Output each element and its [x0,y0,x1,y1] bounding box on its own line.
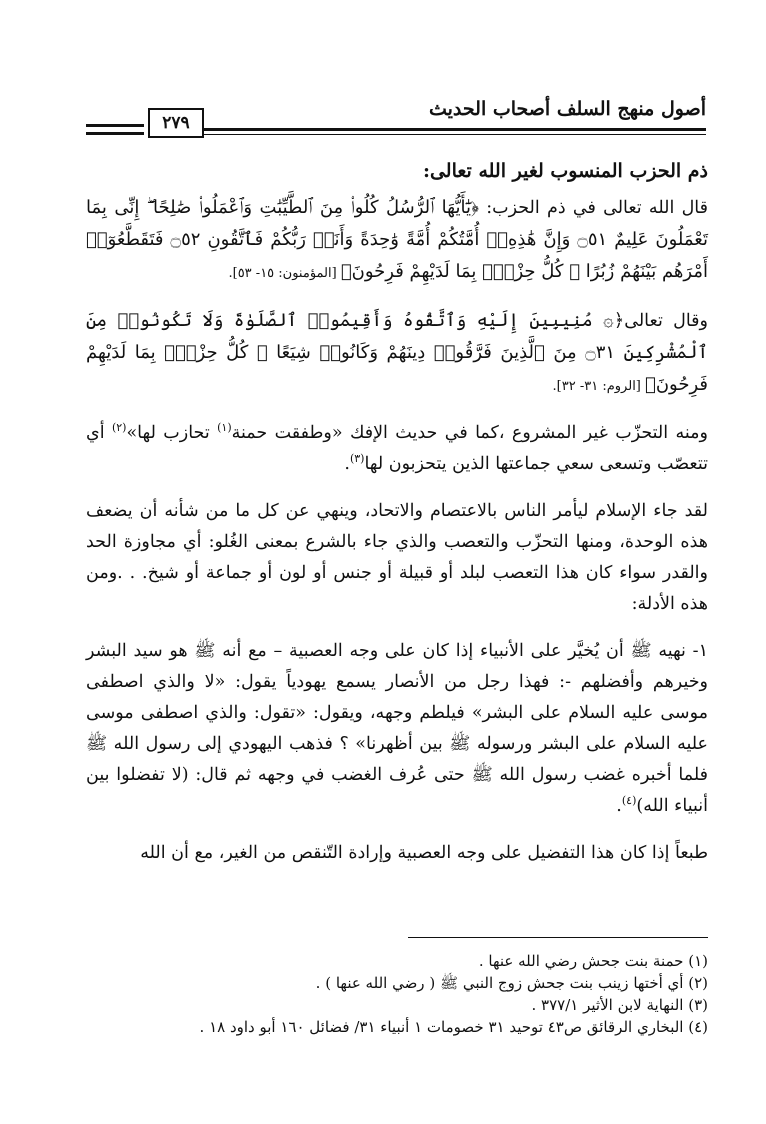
footnote-1: (١) حمنة بنت جحش رضي الله عنها . [478,952,708,970]
running-title: أصول منهج السلف أصحاب الحديث [428,98,706,120]
header-rule-left-thick [86,124,144,127]
footnotes [86,950,708,1038]
paragraph-text: ومنه التحزّب غير المشروع ،كما في حديث الإفك «وطفقت حمنة [231,423,709,443]
header-rule-left-thick-2 [86,132,144,135]
footnote-ref-4: (٤) [621,794,637,808]
footnote-ref-1: (١) [217,421,232,435]
paragraph-text: ١- نهيه ﷺ أن يُخيَّر على الأنبياء إذا كان على وجه العصبية – مع أنه ﷺ هو سيد البشر وخيرهم وأفضلهم -: فهذا رجل من الأنصار يسمع يهودياً يقول: «لا والذي اصطفى موسى عليه السلام على البشر» فيلطم وجهه، ويقول: «تقول: والذي اصطفى موسى عليه السلام على البشر ورسوله ﷺ بين أظهرنا» ؟ فذهب اليهودي إلى رسول الله ﷺ فلما أخبره غضب رسول الله ﷺ حتى عُرف الغضب في وجهه ثم قال: (لا تفضلوا بين أنبياء الله) [86,641,708,816]
paragraph-hadith-ifk [86,418,708,480]
paragraph-intro: قال الله تعالى في ذم الحزب: [478,198,708,218]
footnote-ref-2: (٢) [111,421,127,435]
footnote-separator [408,937,708,938]
header-rule-right-thin [202,134,706,135]
quran-verse: ﴿يَٰٓأَيُّهَا ٱلرُّسُلُ كُلُوا۟ مِنَ ٱلطَّيِّبَٰتِ وَٱعْمَلُوا۟ صَٰلِحًا ۖ إِنِّى بِمَا تَعْمَلُونَ عَلِيمٌ ۝٥١ وَإِنَّ هَٰذِهِۦٓ أُمَّتُكُمْ أُمَّةً وَٰحِدَةً وَأَنَا۠ رَبُّكُمْ فَٱتَّقُونِ ۝٥٢ فَتَقَطَّعُوٓا۟ أَمْرَهُم بَيْنَهُمْ زُبُرًا ۖ كُلُّ حِزْبٍۭ بِمَا لَدَيْهِمْ فَرِحُونَ﴾ [86,197,708,282]
paragraph-text: أي تتعصّب وتسعى سعي جماعتها الذين يتحزبون لها [86,423,708,474]
quran-verse: ﴿۞ مُنِيبِينَ إِلَيْهِ وَٱتَّقُوهُ وَأَقِيمُوا۟ ٱلصَّلَوٰةَ وَلَا تَكُونُوا۟ مِنَ ٱلْمُشْرِكِينَ ۝٣١ مِنَ ٱلَّذِينَ فَرَّقُوا۟ دِينَهُمْ وَكَانُوا۟ شِيَعًا ۖ كُلُّ حِزْبٍۭ بِمَا لَدَيْهِمْ فَرِحُونَ﴾ [86,310,708,395]
page-body [86,160,708,885]
page-header [86,92,706,142]
paragraph-text: تحازب لها» [126,423,218,443]
paragraph-quran-1 [86,192,708,289]
verse-reference: [الروم: ٣١- ٣٢]. [552,379,646,394]
paragraph-closing: طبعاً إذا كان هذا التفضيل على وجه العصبية وإرادة التّنقص من الغير، مع أن الله [140,843,708,863]
footnote-ref-3: (٣) [349,452,365,466]
footnote-2: (٢) أي أختها زينب بنت جحش زوج النبي ﷺ ( رضي الله عنها ) . [315,974,708,992]
paragraph-text: . [344,454,350,474]
paragraph-evidence-1 [86,636,708,822]
header-rule-right-thick [202,128,706,131]
footnote-4: (٤) البخاري الرقائق ص٤٣ توحيد ٣١ خصومات ١ أنبياء ٣١/ فضائل ١٦٠ أبو داود ١٨ . [199,1018,708,1036]
section-heading: ذم الحزب المنسوب لغير الله تعالى: [422,160,708,182]
paragraph-text: . [616,796,622,816]
paragraph-intro: وقال تعالى [624,311,708,331]
footnote-3: (٣) النهاية لابن الأثير ٣٧٧/١ . [531,996,708,1014]
paragraph-quran-2 [86,305,708,402]
page-number: ٢٧٩ [148,108,204,138]
verse-reference: [المؤمنون: ١٥- ٥٣]. [228,266,341,281]
paragraph-islam-unity: لقد جاء الإسلام ليأمر الناس بالاعتصام والاتحاد، وينهي عن كل ما من شأنه أن يضعف هذه الوحدة، ومنها التحزّب والتعصب والذي جاء بالشرع بمعنى الغُلو: أي مجاوزة الحد والقدر سواء كان هذا التعصب لبلد أو قبيلة أو جنس أو لون أو جماعة أو شيخ. . .ومن هذه الأدلة: [86,501,708,614]
